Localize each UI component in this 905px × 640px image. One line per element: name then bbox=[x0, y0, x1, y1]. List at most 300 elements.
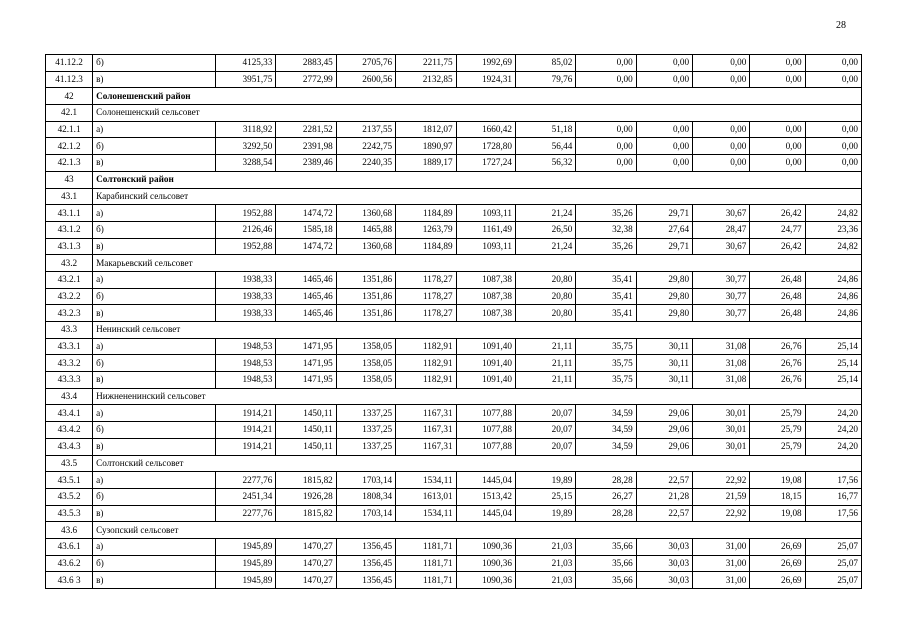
table-cell: 17,56 bbox=[805, 472, 861, 489]
table-cell: 3118,92 bbox=[215, 121, 275, 138]
table-cell: 1465,88 bbox=[336, 221, 395, 238]
table-cell: 1358,05 bbox=[336, 338, 395, 355]
table-row bbox=[46, 138, 862, 155]
table-cell: 21,24 bbox=[515, 238, 575, 255]
table-cell: 2132,85 bbox=[396, 71, 456, 88]
table-cell: 35,41 bbox=[576, 271, 636, 288]
table-cell: 0,00 bbox=[576, 155, 636, 172]
table-cell: 1178,27 bbox=[396, 305, 456, 322]
table-cell: 2705,76 bbox=[336, 55, 395, 72]
table-cell: 1926,28 bbox=[276, 488, 336, 505]
row-variant: в) bbox=[93, 305, 216, 322]
council-header-row bbox=[46, 105, 862, 122]
table-row bbox=[46, 538, 862, 555]
table-cell: 30,01 bbox=[693, 405, 750, 422]
table-cell: 22,92 bbox=[693, 505, 750, 522]
table-cell: 1914,21 bbox=[215, 405, 275, 422]
table-cell: 0,00 bbox=[693, 155, 750, 172]
table-cell: 1534,11 bbox=[396, 472, 456, 489]
table-cell: 0,00 bbox=[693, 121, 750, 138]
table-cell: 22,57 bbox=[636, 472, 692, 489]
table-cell: 30,67 bbox=[693, 238, 750, 255]
table-cell: 1728,80 bbox=[456, 138, 515, 155]
table-cell: 0,00 bbox=[805, 138, 861, 155]
council-header-row bbox=[46, 455, 862, 472]
table-cell: 25,07 bbox=[805, 555, 861, 572]
table-cell: 0,00 bbox=[805, 71, 861, 88]
table-cell: 1938,33 bbox=[215, 271, 275, 288]
table-cell: 1351,86 bbox=[336, 271, 395, 288]
table-row bbox=[46, 405, 862, 422]
table-cell: 1470,27 bbox=[276, 572, 336, 589]
district-name: Солонешенский район bbox=[93, 88, 862, 105]
table-cell: 1938,33 bbox=[215, 288, 275, 305]
row-code: 43.1.1 bbox=[46, 205, 93, 222]
row-variant: б) bbox=[93, 488, 216, 505]
table-cell: 19,08 bbox=[750, 505, 805, 522]
table-row bbox=[46, 238, 862, 255]
table-cell: 0,00 bbox=[576, 121, 636, 138]
council-name: Нижнененинский сельсовет bbox=[93, 388, 862, 405]
table-cell: 0,00 bbox=[636, 155, 692, 172]
table-cell: 31,00 bbox=[693, 555, 750, 572]
table-cell: 1948,53 bbox=[215, 372, 275, 389]
table-cell: 29,06 bbox=[636, 422, 692, 439]
row-code: 43.6.1 bbox=[46, 538, 93, 555]
table-cell: 1465,46 bbox=[276, 305, 336, 322]
row-code: 41.12.3 bbox=[46, 71, 93, 88]
table-cell: 35,75 bbox=[576, 355, 636, 372]
table-cell: 1184,89 bbox=[396, 238, 456, 255]
row-variant: б) bbox=[93, 138, 216, 155]
table-cell: 30,03 bbox=[636, 572, 692, 589]
table-cell: 1660,42 bbox=[456, 121, 515, 138]
table-cell: 1812,07 bbox=[396, 121, 456, 138]
table-cell: 1337,25 bbox=[336, 422, 395, 439]
table-cell: 24,20 bbox=[805, 438, 861, 455]
table-cell: 30,67 bbox=[693, 205, 750, 222]
table-cell: 1263,79 bbox=[396, 221, 456, 238]
table-cell: 26,69 bbox=[750, 572, 805, 589]
table-cell: 30,11 bbox=[636, 355, 692, 372]
table-cell: 28,28 bbox=[576, 472, 636, 489]
table-cell: 29,06 bbox=[636, 438, 692, 455]
table-cell: 0,00 bbox=[636, 121, 692, 138]
table-cell: 2240,35 bbox=[336, 155, 395, 172]
table-cell: 1077,88 bbox=[456, 405, 515, 422]
table-cell: 0,00 bbox=[750, 138, 805, 155]
table-cell: 30,01 bbox=[693, 422, 750, 439]
table-cell: 0,00 bbox=[805, 55, 861, 72]
table-cell: 1470,27 bbox=[276, 555, 336, 572]
table-cell: 34,59 bbox=[576, 422, 636, 439]
table-cell: 1703,14 bbox=[336, 505, 395, 522]
table-row bbox=[46, 438, 862, 455]
table-cell: 26,48 bbox=[750, 305, 805, 322]
table-cell: 1090,36 bbox=[456, 538, 515, 555]
row-code: 43.3.2 bbox=[46, 355, 93, 372]
table-cell: 28,28 bbox=[576, 505, 636, 522]
table-row bbox=[46, 505, 862, 522]
table-cell: 0,00 bbox=[576, 71, 636, 88]
council-header-row bbox=[46, 322, 862, 339]
table-cell: 85,02 bbox=[515, 55, 575, 72]
table-cell: 0,00 bbox=[805, 155, 861, 172]
row-code: 43.6 bbox=[46, 522, 93, 539]
table-cell: 0,00 bbox=[693, 55, 750, 72]
table-cell: 24,77 bbox=[750, 221, 805, 238]
table-row bbox=[46, 271, 862, 288]
table-cell: 31,08 bbox=[693, 355, 750, 372]
table-cell: 25,79 bbox=[750, 405, 805, 422]
table-cell: 20,07 bbox=[515, 422, 575, 439]
table-cell: 21,11 bbox=[515, 372, 575, 389]
table-cell: 25,14 bbox=[805, 372, 861, 389]
row-variant: б) bbox=[93, 288, 216, 305]
table-cell: 26,76 bbox=[750, 338, 805, 355]
table-cell: 1181,71 bbox=[396, 572, 456, 589]
table-cell: 23,36 bbox=[805, 221, 861, 238]
table-cell: 1358,05 bbox=[336, 355, 395, 372]
row-code: 42.1 bbox=[46, 105, 93, 122]
table-cell: 2277,76 bbox=[215, 472, 275, 489]
table-cell: 26,27 bbox=[576, 488, 636, 505]
table-cell: 34,59 bbox=[576, 405, 636, 422]
table-cell: 25,07 bbox=[805, 572, 861, 589]
table-cell: 29,80 bbox=[636, 305, 692, 322]
table-row bbox=[46, 121, 862, 138]
table-cell: 35,26 bbox=[576, 205, 636, 222]
table-cell: 1914,21 bbox=[215, 438, 275, 455]
table-cell: 30,03 bbox=[636, 538, 692, 555]
table-cell: 0,00 bbox=[750, 71, 805, 88]
table-cell: 20,80 bbox=[515, 271, 575, 288]
tariff-table bbox=[45, 54, 862, 589]
table-cell: 31,08 bbox=[693, 338, 750, 355]
table-cell: 1178,27 bbox=[396, 271, 456, 288]
table-cell: 2126,46 bbox=[215, 221, 275, 238]
table-cell: 25,15 bbox=[515, 488, 575, 505]
table-row bbox=[46, 372, 862, 389]
table-cell: 1351,86 bbox=[336, 288, 395, 305]
table-cell: 1948,53 bbox=[215, 355, 275, 372]
table-cell: 1167,31 bbox=[396, 405, 456, 422]
row-variant: б) bbox=[93, 221, 216, 238]
row-code: 43.5.2 bbox=[46, 488, 93, 505]
row-code: 43.1 bbox=[46, 188, 93, 205]
table-cell: 1167,31 bbox=[396, 438, 456, 455]
table-cell: 1945,89 bbox=[215, 572, 275, 589]
row-variant: б) bbox=[93, 55, 216, 72]
council-name: Карабинский сельсовет bbox=[93, 188, 862, 205]
table-cell: 21,24 bbox=[515, 205, 575, 222]
row-code: 43 bbox=[46, 171, 93, 188]
table-cell: 16,77 bbox=[805, 488, 861, 505]
table-cell: 25,79 bbox=[750, 422, 805, 439]
table-cell: 1091,40 bbox=[456, 355, 515, 372]
row-variant: а) bbox=[93, 338, 216, 355]
row-variant: б) bbox=[93, 422, 216, 439]
table-cell: 29,71 bbox=[636, 205, 692, 222]
table-cell: 35,75 bbox=[576, 372, 636, 389]
table-row bbox=[46, 221, 862, 238]
table-cell: 1087,38 bbox=[456, 271, 515, 288]
row-code: 43.4.2 bbox=[46, 422, 93, 439]
table-cell: 0,00 bbox=[576, 55, 636, 72]
table-cell: 0,00 bbox=[636, 138, 692, 155]
table-cell: 2600,56 bbox=[336, 71, 395, 88]
table-cell: 1450,11 bbox=[276, 405, 336, 422]
table-cell: 2242,75 bbox=[336, 138, 395, 155]
table-cell: 21,28 bbox=[636, 488, 692, 505]
row-code: 43.6 3 bbox=[46, 572, 93, 589]
row-code: 43.6.2 bbox=[46, 555, 93, 572]
row-variant: в) bbox=[93, 505, 216, 522]
table-cell: 1358,05 bbox=[336, 372, 395, 389]
row-variant: в) bbox=[93, 438, 216, 455]
table-cell: 25,79 bbox=[750, 438, 805, 455]
table-cell: 1182,91 bbox=[396, 338, 456, 355]
table-cell: 1445,04 bbox=[456, 505, 515, 522]
table-cell: 26,42 bbox=[750, 238, 805, 255]
table-cell: 1087,38 bbox=[456, 288, 515, 305]
row-code: 43.2.2 bbox=[46, 288, 93, 305]
table-cell: 1471,95 bbox=[276, 338, 336, 355]
table-cell: 24,86 bbox=[805, 288, 861, 305]
table-cell: 79,76 bbox=[515, 71, 575, 88]
table-cell: 1445,04 bbox=[456, 472, 515, 489]
table-row bbox=[46, 155, 862, 172]
table-row bbox=[46, 572, 862, 589]
table-cell: 31,00 bbox=[693, 538, 750, 555]
table-cell: 0,00 bbox=[750, 121, 805, 138]
table-cell: 1952,88 bbox=[215, 205, 275, 222]
row-code: 43.5.1 bbox=[46, 472, 93, 489]
row-code: 43.4 bbox=[46, 388, 93, 405]
table-row bbox=[46, 488, 862, 505]
row-variant: а) bbox=[93, 405, 216, 422]
table-cell: 0,00 bbox=[750, 155, 805, 172]
table-cell: 21,03 bbox=[515, 538, 575, 555]
table-cell: 0,00 bbox=[693, 71, 750, 88]
council-name: Сузопский сельсовет bbox=[93, 522, 862, 539]
table-cell: 1161,49 bbox=[456, 221, 515, 238]
table-cell: 1945,89 bbox=[215, 555, 275, 572]
row-code: 43.5 bbox=[46, 455, 93, 472]
council-header-row bbox=[46, 188, 862, 205]
table-cell: 26,69 bbox=[750, 555, 805, 572]
row-code: 43.2.1 bbox=[46, 271, 93, 288]
row-code: 43.3 bbox=[46, 322, 93, 339]
table-cell: 1815,82 bbox=[276, 505, 336, 522]
row-variant: в) bbox=[93, 372, 216, 389]
table-cell: 56,44 bbox=[515, 138, 575, 155]
table-cell: 24,20 bbox=[805, 422, 861, 439]
table-cell: 20,07 bbox=[515, 438, 575, 455]
table-cell: 25,14 bbox=[805, 338, 861, 355]
row-code: 43.1.2 bbox=[46, 221, 93, 238]
table-cell: 32,38 bbox=[576, 221, 636, 238]
row-variant: а) bbox=[93, 271, 216, 288]
row-variant: а) bbox=[93, 538, 216, 555]
table-cell: 30,77 bbox=[693, 305, 750, 322]
table-cell: 20,80 bbox=[515, 288, 575, 305]
table-cell: 27,64 bbox=[636, 221, 692, 238]
council-header-row bbox=[46, 388, 862, 405]
table-cell: 35,66 bbox=[576, 538, 636, 555]
table-cell: 1356,45 bbox=[336, 572, 395, 589]
table-cell: 31,00 bbox=[693, 572, 750, 589]
row-variant: в) bbox=[93, 572, 216, 589]
table-cell: 24,86 bbox=[805, 305, 861, 322]
row-code: 43.3.3 bbox=[46, 372, 93, 389]
table-cell: 2389,46 bbox=[276, 155, 336, 172]
table-cell: 1182,91 bbox=[396, 355, 456, 372]
council-header-row bbox=[46, 255, 862, 272]
row-code: 43.2.3 bbox=[46, 305, 93, 322]
table-cell: 1471,95 bbox=[276, 355, 336, 372]
row-code: 43.2 bbox=[46, 255, 93, 272]
table-cell: 35,66 bbox=[576, 572, 636, 589]
table-cell: 1450,11 bbox=[276, 438, 336, 455]
table-cell: 35,26 bbox=[576, 238, 636, 255]
table-cell: 1351,86 bbox=[336, 305, 395, 322]
row-code: 41.12.2 bbox=[46, 55, 93, 72]
table-cell: 2772,99 bbox=[276, 71, 336, 88]
district-header-row bbox=[46, 171, 862, 188]
table-body bbox=[46, 55, 862, 589]
table-cell: 1337,25 bbox=[336, 405, 395, 422]
council-header-row bbox=[46, 522, 862, 539]
table-cell: 3951,75 bbox=[215, 71, 275, 88]
row-variant: а) bbox=[93, 121, 216, 138]
table-cell: 2211,75 bbox=[396, 55, 456, 72]
table-cell: 0,00 bbox=[805, 121, 861, 138]
table-cell: 2137,55 bbox=[336, 121, 395, 138]
table-cell: 26,42 bbox=[750, 205, 805, 222]
table-cell: 24,82 bbox=[805, 238, 861, 255]
table-cell: 1181,71 bbox=[396, 538, 456, 555]
table-cell: 21,03 bbox=[515, 555, 575, 572]
table-row bbox=[46, 355, 862, 372]
table-cell: 1450,11 bbox=[276, 422, 336, 439]
table-cell: 30,11 bbox=[636, 372, 692, 389]
table-cell: 24,20 bbox=[805, 405, 861, 422]
table-cell: 1890,97 bbox=[396, 138, 456, 155]
table-cell: 1992,69 bbox=[456, 55, 515, 72]
district-header-row bbox=[46, 88, 862, 105]
table-cell: 1337,25 bbox=[336, 438, 395, 455]
table-cell: 1360,68 bbox=[336, 238, 395, 255]
table-cell: 1077,88 bbox=[456, 422, 515, 439]
table-cell: 1360,68 bbox=[336, 205, 395, 222]
table-cell: 31,08 bbox=[693, 372, 750, 389]
table-cell: 1889,17 bbox=[396, 155, 456, 172]
table-cell: 17,56 bbox=[805, 505, 861, 522]
table-cell: 1470,27 bbox=[276, 538, 336, 555]
table-row bbox=[46, 55, 862, 72]
row-code: 42.1.3 bbox=[46, 155, 93, 172]
page-number: 28 bbox=[836, 20, 846, 31]
table-cell: 35,41 bbox=[576, 305, 636, 322]
row-code: 43.3.1 bbox=[46, 338, 93, 355]
table-cell: 35,66 bbox=[576, 555, 636, 572]
table-cell: 51,18 bbox=[515, 121, 575, 138]
table-cell: 1356,45 bbox=[336, 538, 395, 555]
district-name: Солтонский район bbox=[93, 171, 862, 188]
table-cell: 26,76 bbox=[750, 372, 805, 389]
table-cell: 19,89 bbox=[515, 472, 575, 489]
council-name: Солтонский сельсовет bbox=[93, 455, 862, 472]
table-cell: 3288,54 bbox=[215, 155, 275, 172]
table-cell: 24,82 bbox=[805, 205, 861, 222]
table-cell: 21,03 bbox=[515, 572, 575, 589]
table-cell: 21,11 bbox=[515, 355, 575, 372]
table-cell: 1534,11 bbox=[396, 505, 456, 522]
table-cell: 2883,45 bbox=[276, 55, 336, 72]
table-cell: 1090,36 bbox=[456, 572, 515, 589]
table-cell: 1703,14 bbox=[336, 472, 395, 489]
row-code: 42.1.1 bbox=[46, 121, 93, 138]
table-cell: 35,41 bbox=[576, 288, 636, 305]
row-code: 42.1.2 bbox=[46, 138, 93, 155]
table-cell: 26,48 bbox=[750, 271, 805, 288]
table-cell: 19,89 bbox=[515, 505, 575, 522]
row-variant: в) bbox=[93, 71, 216, 88]
table-cell: 25,14 bbox=[805, 355, 861, 372]
table-cell: 1091,40 bbox=[456, 372, 515, 389]
table-row bbox=[46, 305, 862, 322]
table-cell: 25,07 bbox=[805, 538, 861, 555]
table-cell: 26,48 bbox=[750, 288, 805, 305]
table-cell: 26,69 bbox=[750, 538, 805, 555]
council-name: Ненинский сельсовет bbox=[93, 322, 862, 339]
table-cell: 1914,21 bbox=[215, 422, 275, 439]
table-cell: 0,00 bbox=[636, 71, 692, 88]
table-cell: 1808,34 bbox=[336, 488, 395, 505]
table-cell: 56,32 bbox=[515, 155, 575, 172]
table-cell: 1087,38 bbox=[456, 305, 515, 322]
table-cell: 2277,76 bbox=[215, 505, 275, 522]
table-row bbox=[46, 472, 862, 489]
table-cell: 0,00 bbox=[750, 55, 805, 72]
row-variant: в) bbox=[93, 238, 216, 255]
table-cell: 1948,53 bbox=[215, 338, 275, 355]
table-cell: 19,08 bbox=[750, 472, 805, 489]
table-cell: 1184,89 bbox=[396, 205, 456, 222]
table-cell: 1945,89 bbox=[215, 538, 275, 555]
table-cell: 1465,46 bbox=[276, 271, 336, 288]
table-cell: 1077,88 bbox=[456, 438, 515, 455]
table-row bbox=[46, 555, 862, 572]
table-cell: 24,86 bbox=[805, 271, 861, 288]
table-cell: 1815,82 bbox=[276, 472, 336, 489]
table-cell: 1471,95 bbox=[276, 372, 336, 389]
table-row bbox=[46, 338, 862, 355]
row-variant: б) bbox=[93, 355, 216, 372]
table-cell: 35,75 bbox=[576, 338, 636, 355]
row-variant: б) bbox=[93, 555, 216, 572]
table-cell: 1952,88 bbox=[215, 238, 275, 255]
table-cell: 22,57 bbox=[636, 505, 692, 522]
table-cell: 30,11 bbox=[636, 338, 692, 355]
table-cell: 22,92 bbox=[693, 472, 750, 489]
table-cell: 20,07 bbox=[515, 405, 575, 422]
council-name: Солонешенский сельсовет bbox=[93, 105, 862, 122]
row-code: 43.5.3 bbox=[46, 505, 93, 522]
table-cell: 1178,27 bbox=[396, 288, 456, 305]
row-variant: а) bbox=[93, 472, 216, 489]
